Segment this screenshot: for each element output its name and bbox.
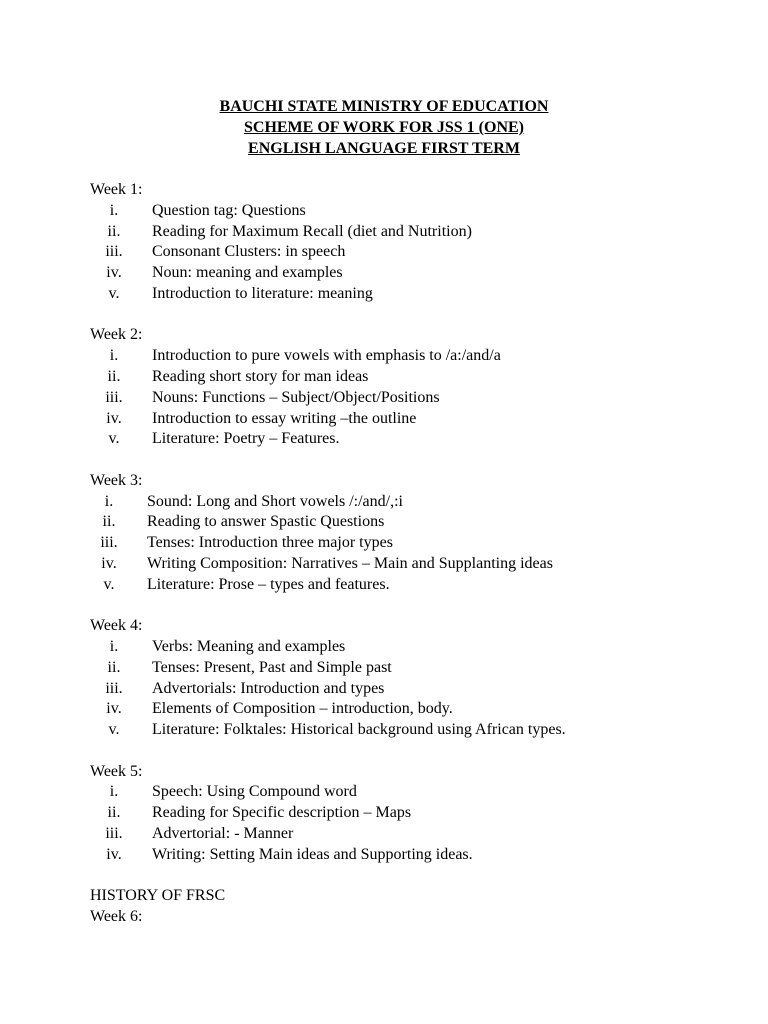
item-text: Noun: meaning and examples	[152, 264, 343, 282]
week-5-section	[90, 762, 750, 866]
week-1-section	[90, 180, 750, 305]
item-number: ii.	[102, 513, 116, 531]
document-title	[0, 96, 768, 159]
item-text: Literature: Folktales: Historical background using African types.	[152, 721, 566, 739]
item-text: Writing: Setting Main ideas and Supporting ideas.	[152, 845, 473, 863]
list-item	[90, 346, 750, 367]
week-3-label: Week 3:	[90, 471, 143, 489]
item-text: Tenses: Introduction three major types	[147, 534, 393, 552]
list-item	[90, 429, 750, 450]
item-number: ii.	[107, 804, 121, 822]
list-item	[90, 512, 750, 533]
item-text: Introduction to literature: meaning	[152, 284, 373, 302]
list-item	[90, 658, 750, 679]
week-2-label: Week 2:	[90, 326, 143, 344]
item-text: Question tag: Questions	[152, 201, 306, 219]
item-text: Reading for Maximum Recall (diet and Nutrition)	[152, 222, 472, 240]
item-number: v.	[108, 721, 120, 739]
item-text: Reading to answer Spastic Questions	[147, 513, 385, 531]
title-line-subject: ENGLISH LANGUAGE FIRST TERM	[248, 140, 520, 157]
item-text: Advertorials: Introduction and types	[152, 679, 385, 697]
item-number: iv.	[106, 409, 122, 427]
list-item	[90, 699, 750, 720]
item-text: Verbs: Meaning and examples	[152, 637, 346, 655]
item-number: i.	[104, 492, 114, 510]
item-number: iii.	[100, 534, 118, 552]
item-text: Speech: Using Compound word	[152, 783, 357, 801]
item-number: i.	[109, 637, 119, 655]
list-item	[90, 242, 750, 263]
list-item	[90, 575, 750, 596]
item-number: ii.	[107, 367, 121, 385]
item-number: i.	[109, 201, 119, 219]
list-item	[90, 388, 750, 409]
item-text: Writing Composition: Narratives – Main and Supplanting ideas	[147, 554, 553, 572]
item-number: v.	[103, 575, 115, 593]
week-3-section	[90, 471, 750, 596]
item-number: ii.	[107, 658, 121, 676]
list-item	[90, 803, 750, 824]
item-text: Introduction to pure vowels with emphasis to /a:/and/a	[152, 347, 501, 365]
document-body	[90, 180, 750, 928]
list-item	[90, 492, 750, 513]
item-text: Reading short story for man ideas	[152, 367, 369, 385]
list-item	[90, 533, 750, 554]
item-number: v.	[108, 284, 120, 302]
item-text: Tenses: Present, Past and Simple past	[152, 658, 392, 676]
list-item	[90, 720, 750, 741]
list-item	[90, 263, 750, 284]
list-item	[90, 845, 750, 866]
item-number: iv.	[106, 700, 122, 718]
item-text: Advertorial: - Manner	[152, 824, 294, 842]
list-item	[90, 637, 750, 658]
list-item	[90, 679, 750, 700]
list-item	[90, 554, 750, 575]
list-item	[90, 782, 750, 803]
item-number: iii.	[105, 824, 123, 842]
item-text: Introduction to essay writing –the outline	[152, 409, 417, 427]
item-number: i.	[109, 347, 119, 365]
item-number: iii.	[105, 388, 123, 406]
list-item	[90, 409, 750, 430]
item-text: Nouns: Functions – Subject/Object/Positions	[152, 388, 440, 406]
week-5-label: Week 5:	[90, 762, 143, 780]
item-text: Reading for Specific description – Maps	[152, 804, 412, 822]
item-text: Literature: Poetry – Features.	[152, 430, 340, 448]
list-item	[90, 824, 750, 845]
list-item	[90, 284, 750, 305]
item-text: Consonant Clusters: in speech	[152, 243, 346, 261]
list-item	[90, 367, 750, 388]
item-number: iii.	[105, 679, 123, 697]
item-text: Sound: Long and Short vowels /:/and/,:i	[147, 492, 403, 510]
week-2-section	[90, 325, 750, 450]
title-line-scheme: SCHEME OF WORK FOR JSS 1 (ONE)	[243, 119, 525, 136]
list-item	[90, 222, 750, 243]
item-text: Literature: Prose – types and features.	[147, 575, 390, 593]
item-number: iii.	[105, 243, 123, 261]
item-number: iv.	[101, 554, 117, 572]
section-heading: HISTORY OF FRSC	[90, 887, 226, 905]
week-6-label: Week 6:	[90, 907, 143, 925]
item-number: v.	[108, 430, 120, 448]
item-text: Elements of Composition – introduction, body.	[152, 700, 453, 718]
title-line-ministry: BAUCHI STATE MINISTRY OF EDUCATION	[219, 98, 549, 115]
list-item	[90, 201, 750, 222]
item-number: iv.	[106, 845, 122, 863]
week-4-section	[90, 616, 750, 741]
week-4-label: Week 4:	[90, 617, 143, 635]
week-1-label: Week 1:	[90, 181, 143, 198]
item-number: iv.	[106, 264, 122, 282]
item-number: i.	[109, 783, 119, 801]
item-number: ii.	[107, 222, 121, 240]
